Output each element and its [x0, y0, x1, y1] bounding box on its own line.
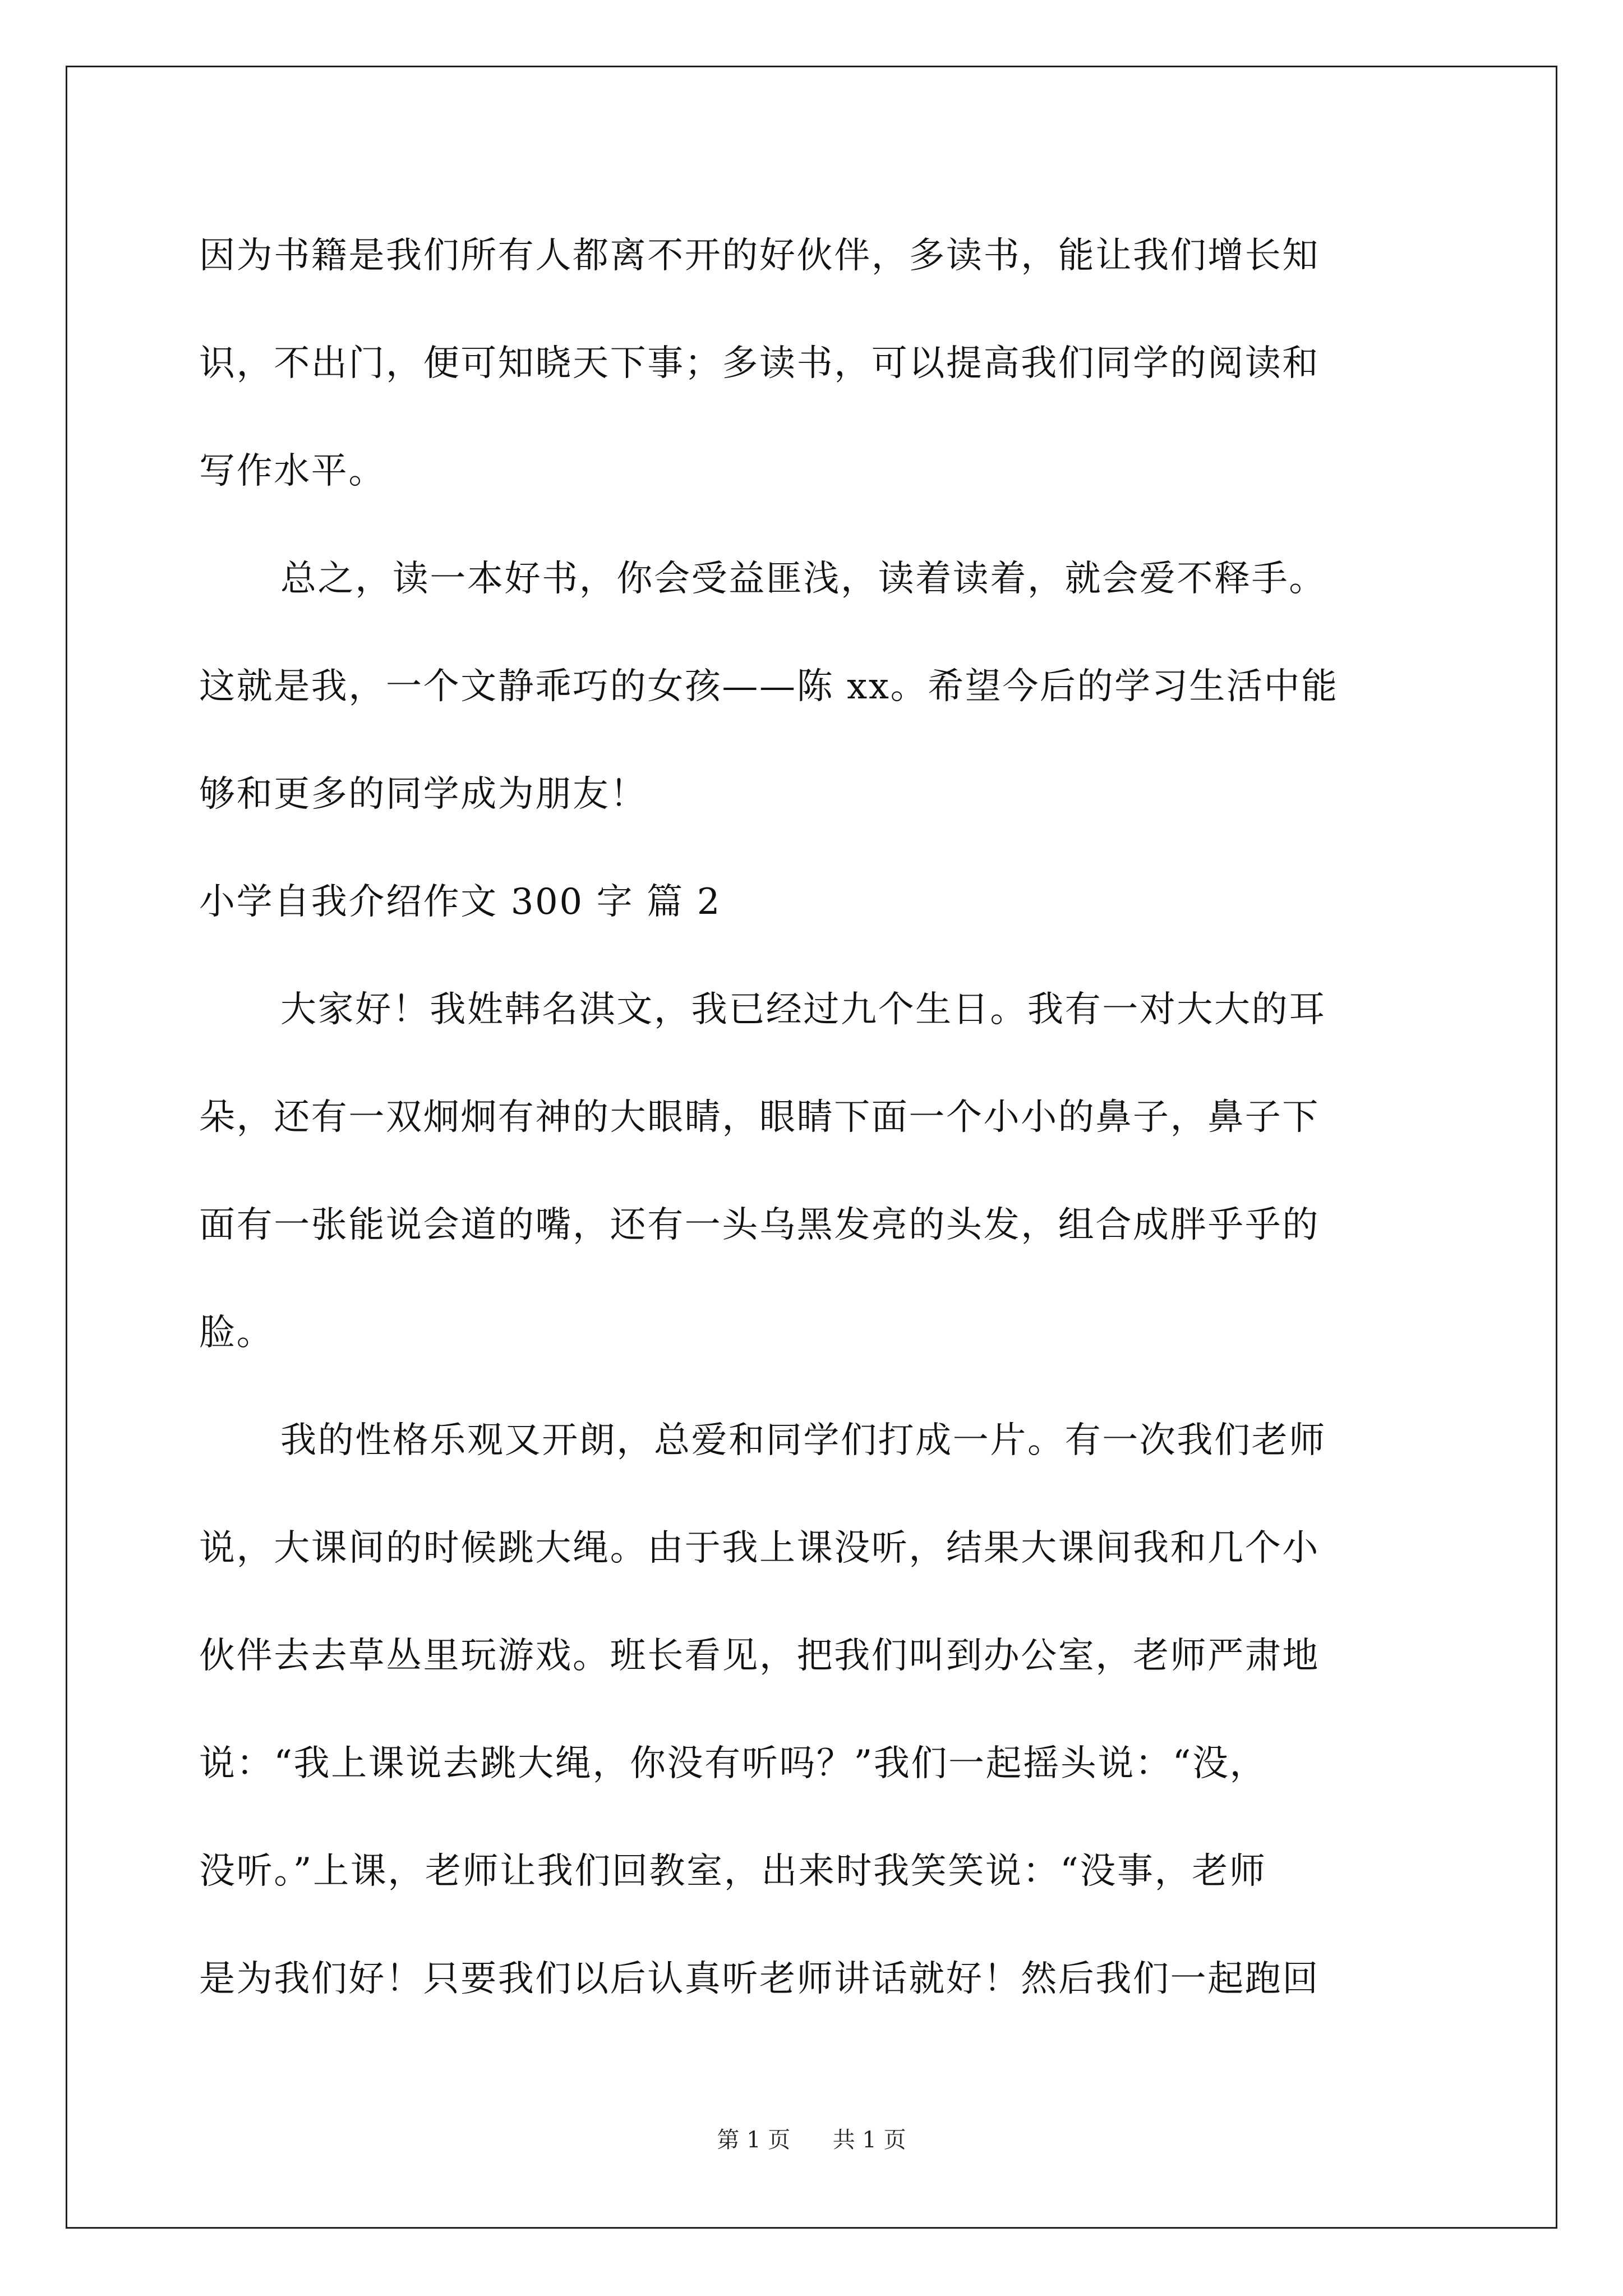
paragraph-first-line: 大家好！我姓韩名淇文，我已经过九个生日。我有一对大大的耳	[280, 989, 1326, 1030]
paragraph-first-line: 我的性格乐观又开朗，总爱和同学们打成一片。有一次我们老师	[280, 1420, 1326, 1461]
text-line: 脸。	[199, 1312, 274, 1354]
text-line: 说，大课间的时候跳大绳。由于我上课没听，结果大课间我和几个小	[199, 1527, 1320, 1569]
page-footer	[0, 2123, 1623, 2157]
text-line: 没听。”上课，老师让我们回教室，出来时我笑笑说：“没事，老师	[199, 1851, 1267, 1892]
text-line: 写作水平。	[199, 450, 386, 492]
document-body	[199, 202, 1433, 2033]
text-line: 因为书籍是我们所有人都离不开的好伙伴，多读书，能让我们增长知	[199, 235, 1320, 277]
page-number: 第 1 页	[717, 2127, 791, 2153]
text-line: 面有一张能说会道的嘴，还有一头乌黑发亮的头发，组合成胖乎乎的	[199, 1204, 1320, 1246]
text-line: 够和更多的同学成为朋友！	[199, 774, 648, 815]
page-total: 共 1 页	[832, 2127, 906, 2153]
text-line: 朵，还有一双炯炯有神的大眼睛，眼睛下面一个小小的鼻子，鼻子下	[199, 1097, 1320, 1138]
text-line: 伙伴去去草丛里玩游戏。班长看见，把我们叫到办公室，老师严肃地	[199, 1635, 1320, 1677]
section-heading: 小学自我介绍作文 300 字 篇 2	[199, 881, 722, 923]
paragraph-first-line: 总之，读一本好书，你会受益匪浅，读着读着，就会爱不释手。	[280, 558, 1326, 600]
text-line: 是为我们好！只要我们以后认真听老师讲话就好！然后我们一起跑回	[199, 1958, 1320, 2000]
text-line: 识，不出门，便可知晓天下事；多读书，可以提高我们同学的阅读和	[199, 343, 1320, 384]
text-line: 说：“我上课说去跳大绳，你没有听吗？”我们一起摇头说：“没，	[199, 1743, 1267, 1784]
text-line: 这就是我，一个文静乖巧的女孩——陈 xx。希望今后的学习生活中能	[199, 666, 1339, 707]
